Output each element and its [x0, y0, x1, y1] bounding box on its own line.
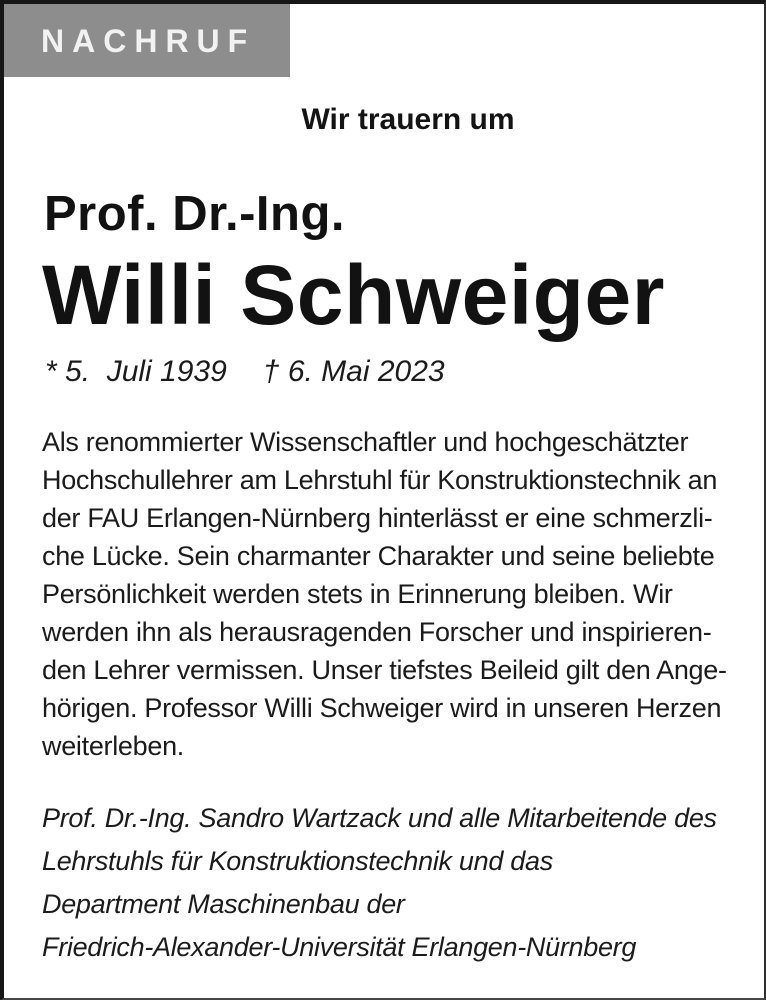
- signature-line: Department Maschinenbau der: [42, 889, 405, 919]
- body-line: werden ihn als herausragenden Forscher und inspirieren-: [42, 617, 712, 647]
- nachruf-header-box: [4, 4, 290, 77]
- intro-line: Wir trauern um: [301, 103, 515, 136]
- body-line: hörigen. Professor Willi Schweiger wird in unseren Herzen: [42, 693, 722, 723]
- obituary-body: [42, 423, 744, 765]
- body-line: weiterleben.: [42, 731, 184, 761]
- body-line: den Lehrer vermissen. Unser tiefstes Beileid gilt den Ange-: [42, 655, 727, 685]
- birth-date: * 5. Juli 1939: [45, 355, 227, 388]
- signature-line: Lehrstuhls für Konstruktionstechnik und das: [42, 846, 553, 876]
- body-line: der FAU Erlangen-Nürnberg hinterlässt er eine schmerzli-: [42, 503, 713, 533]
- signature-line: Friedrich-Alexander-Universität Erlangen-Nürnberg: [42, 932, 637, 962]
- deceased-name: Willi Schweiger: [42, 248, 665, 342]
- academic-title: Prof. Dr.-Ing.: [44, 187, 345, 241]
- death-date: † 6. Mai 2023: [262, 355, 445, 388]
- life-dates: [45, 352, 445, 392]
- body-line: che Lücke. Sein charmanter Charakter und seine beliebte: [42, 541, 715, 571]
- body-line: Als renommierter Wissenschaftler und hochgeschätzter: [42, 427, 689, 457]
- mourners-signature: [42, 797, 744, 969]
- body-line: Hochschullehrer am Lehrstuhl für Konstruktionstechnik an: [42, 465, 718, 495]
- body-line: Persönlichkeit werden stets in Erinnerung bleiben. Wir: [42, 579, 673, 609]
- nachruf-label: NACHRUF: [41, 22, 256, 59]
- signature-line: Prof. Dr.-Ing. Sandro Wartzack und alle Mitarbeitende des: [42, 803, 717, 833]
